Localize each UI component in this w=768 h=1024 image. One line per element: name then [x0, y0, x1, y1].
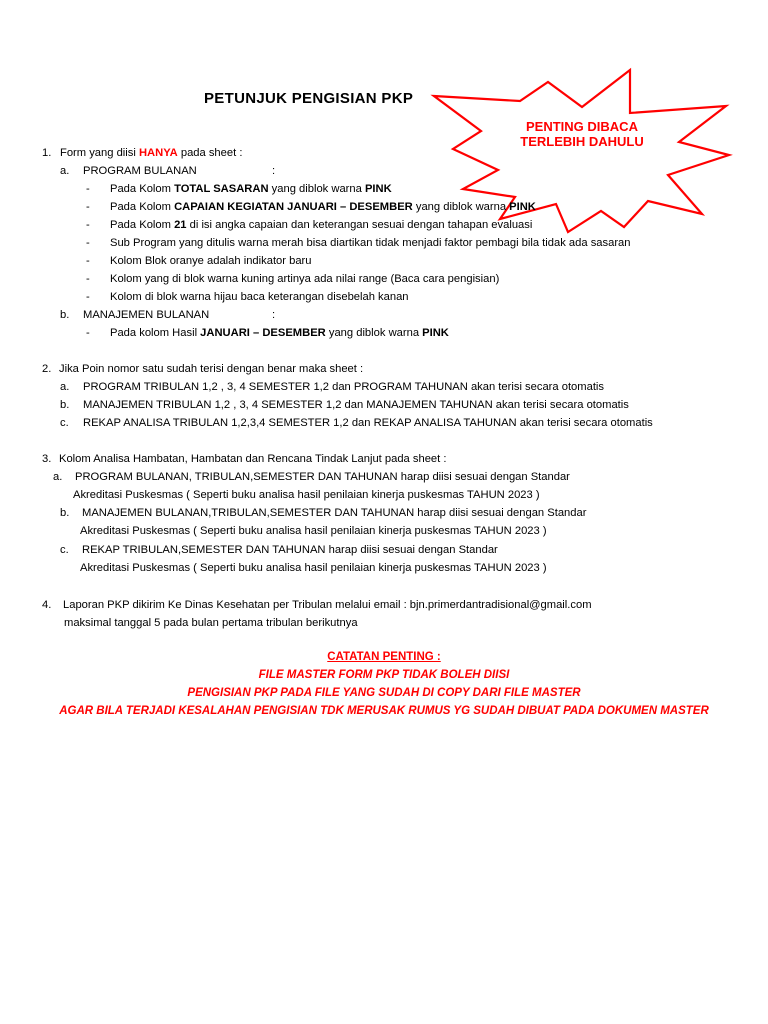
item-text: yang diblok warna — [268, 183, 365, 195]
section-1-post: pada sheet : — [177, 147, 243, 159]
list-dash: - — [86, 237, 90, 249]
section-3b-line1: MANAJEMEN BULANAN,TRIBULAN,SEMESTER DAN TAHUNAN harap diisi sesuai dengan Standar — [82, 507, 587, 519]
list-dash: - — [86, 183, 90, 195]
section-2-text: Jika Poin nomor satu sudah terisi dengan benar maka sheet : — [59, 363, 364, 375]
section-3c-line1: REKAP TRIBULAN,SEMESTER DAN TAHUNAN harap diisi sesuai dengan Standar — [82, 544, 498, 556]
section-2c-label: c. — [60, 417, 69, 429]
list-item: Kolom yang di blok warna kuning artinya ada nilai range (Baca cara pengisian) — [110, 273, 500, 285]
item-bold: PINK — [422, 327, 449, 339]
section-3a-line2: Akreditasi Puskesmas ( Seperti buku analisa hasil penilaian kinerja puskesmas TAHUN 2023 ) — [73, 489, 540, 501]
item-bold: PINK — [364, 183, 392, 195]
starburst-line-1: PENTING DIBACA — [526, 119, 638, 134]
section-1-pre: Form yang diisi — [60, 147, 139, 159]
list-dash: - — [86, 327, 90, 339]
list-item: Sub Program yang ditulis warna merah bisa diartikan tidak menjadi faktor pembagi bila tidak ada sasaran — [110, 237, 631, 249]
starburst-text — [502, 119, 662, 149]
section-2b-label: b. — [60, 399, 70, 411]
page-title: PETUNJUK PENGISIAN PKP — [204, 90, 414, 107]
list-dash: - — [86, 255, 90, 267]
list-item — [110, 182, 392, 196]
section-3-text: Kolom Analisa Hambatan, Hambatan dan Rencana Tindak Lanjut pada sheet : — [59, 453, 447, 465]
section-3-number: 3. — [42, 453, 52, 465]
item-text: Pada Kolom — [110, 219, 175, 231]
list-dash: - — [86, 201, 90, 213]
note-line-1: FILE MASTER FORM PKP TIDAK BOLEH DIISI — [258, 669, 510, 681]
note-heading: CATATAN PENTING : — [327, 651, 441, 663]
item-bold: TOTAL SASARAN — [174, 183, 269, 195]
item-bold: PINK — [509, 201, 536, 213]
section-2a-label: a. — [60, 381, 70, 393]
section-2-number: 2. — [42, 363, 52, 375]
section-2b-text: MANAJEMEN TRIBULAN 1,2 , 3, 4 SEMESTER 1,2 dan MANAJEMEN TAHUNAN akan terisi secara otomatis — [83, 399, 629, 411]
item-bold: JANUARI – DESEMBER — [200, 327, 326, 339]
section-4-number: 4. — [42, 599, 52, 611]
item-text: Pada Kolom — [110, 183, 175, 195]
section-1-number: 1. — [42, 147, 52, 159]
section-3c-line2: Akreditasi Puskesmas ( Seperti buku analisa hasil penilaian kinerja puskesmas TAHUN 2023 ) — [80, 562, 547, 574]
section-1a-label: a. — [60, 165, 70, 177]
section-1-emph: HANYA — [138, 147, 178, 159]
list-item — [110, 200, 536, 214]
section-1b-colon: : — [272, 309, 276, 321]
section-4-line2: maksimal tanggal 5 pada bulan pertama tribulan berikutnya — [64, 617, 358, 629]
section-2c-text: REKAP ANALISA TRIBULAN 1,2,3,4 SEMESTER 1,2 dan REKAP ANALISA TAHUNAN akan terisi secara otomatis — [83, 417, 653, 429]
list-item: Kolom di blok warna hijau baca keterangan disebelah kanan — [110, 291, 409, 303]
section-3a-label: a. — [53, 471, 63, 483]
note-line-3: AGAR BILA TERJADI KESALAHAN PENGISIAN TDK MERUSAK RUMUS YG SUDAH DIBUAT PADA DOKUMEN MASTER — [59, 705, 709, 717]
list-dash: - — [86, 219, 90, 231]
starburst-line-2: TERLEBIH DAHULU — [520, 134, 644, 149]
list-dash: - — [86, 273, 90, 285]
item-text: di isi angka capaian dan keterangan sesuai dengan tahapan evaluasi — [186, 219, 533, 231]
list-item — [110, 218, 532, 232]
section-2a-text: PROGRAM TRIBULAN 1,2 , 3, 4 SEMESTER 1,2 dan PROGRAM TAHUNAN akan terisi secara otomatis — [83, 381, 605, 393]
section-1b-label: b. — [60, 309, 70, 321]
section-4-line1: Laporan PKP dikirim Ke Dinas Kesehatan per Tribulan melalui email : bjn.primerdantradisional@gmail.com — [63, 599, 592, 611]
section-1-text — [60, 146, 242, 160]
item-text: yang diblok warna — [412, 201, 510, 213]
section-1b-text: MANAJEMEN BULANAN — [83, 309, 210, 321]
section-3b-line2: Akreditasi Puskesmas ( Seperti buku analisa hasil penilaian kinerja puskesmas TAHUN 2023 ) — [80, 525, 547, 537]
item-text: Pada Kolom — [110, 201, 175, 213]
item-text: Pada kolom Hasil — [110, 327, 201, 339]
list-dash: - — [86, 291, 90, 303]
list-item — [110, 326, 449, 340]
section-3a-line1: PROGRAM BULANAN, TRIBULAN,SEMESTER DAN TAHUNAN harap diisi sesuai dengan Standar — [75, 471, 570, 483]
section-1a-text: PROGRAM BULANAN — [83, 165, 197, 177]
item-text: yang diblok warna — [325, 327, 423, 339]
item-bold: 21 — [174, 219, 187, 231]
item-bold: CAPAIAN KEGIATAN JANUARI – DESEMBER — [174, 201, 413, 213]
section-3c-label: c. — [60, 544, 69, 556]
section-1a-colon: : — [272, 165, 276, 177]
section-3b-label: b. — [60, 507, 70, 519]
list-item: Kolom Blok oranye adalah indikator baru — [110, 255, 312, 267]
note-line-2: PENGISIAN PKP PADA FILE YANG SUDAH DI COPY DARI FILE MASTER — [187, 687, 581, 699]
